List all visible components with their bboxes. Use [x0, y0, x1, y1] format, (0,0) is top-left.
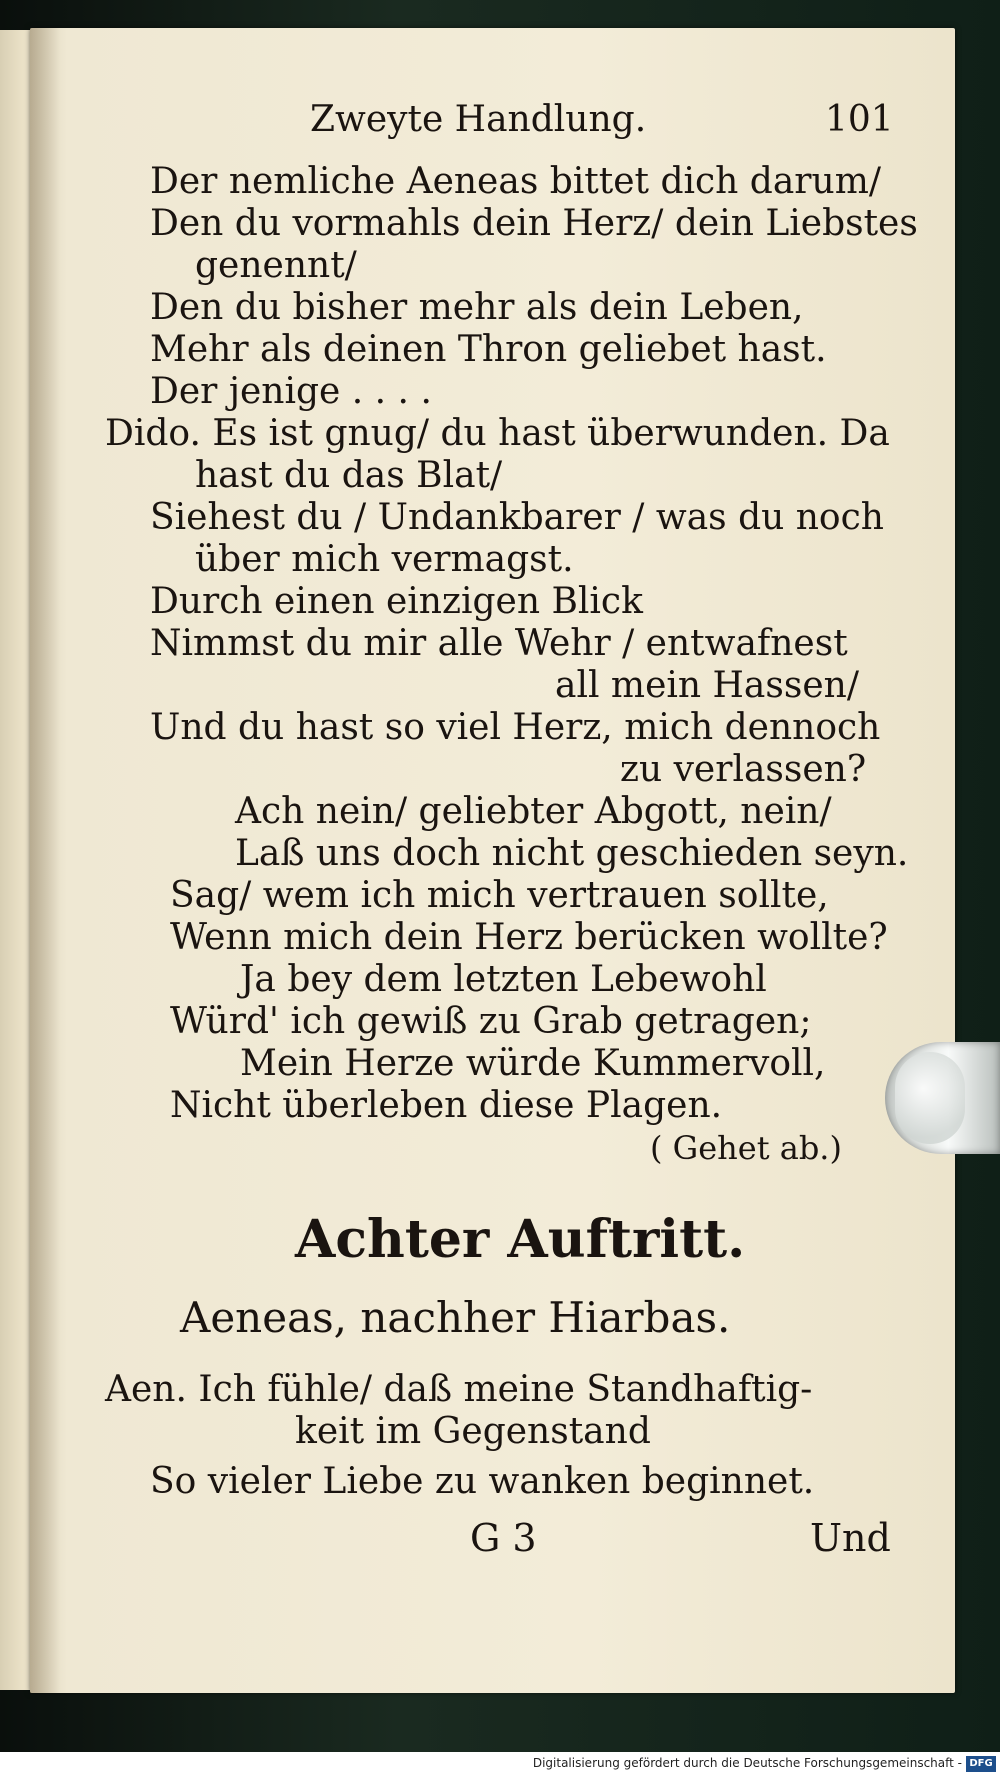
text-line: Der nemliche Aeneas bittet dich darum/	[150, 161, 881, 202]
text-line: keit im Gegenstand	[295, 1411, 651, 1452]
text-line: Ja bey dem letzten Lebewohl	[240, 959, 767, 1000]
text-line: zu verlassen?	[620, 749, 867, 790]
speaker-line: Dido. Es ist gnug/ du hast überwunden. Da	[105, 413, 890, 454]
text-line: genennt/	[195, 245, 357, 286]
scene-title: Achter Auftritt.	[295, 1209, 746, 1270]
text-line: all mein Hassen/	[555, 665, 859, 706]
text-line: Mein Herze würde Kummervoll,	[240, 1043, 826, 1084]
dfg-logo: DFG	[966, 1756, 996, 1772]
text-line: Durch einen einzigen Blick	[150, 581, 643, 622]
text-line: Den du bisher mehr als dein Leben,	[150, 287, 804, 328]
text-line: Wenn mich dein Herz berücken wollte?	[170, 917, 888, 958]
page-gutter-shadow	[30, 28, 60, 1693]
signature-mark: G 3	[470, 1516, 537, 1560]
text-line: So vieler Liebe zu wanken beginnet.	[150, 1461, 815, 1502]
running-head: Zweyte Handlung.	[310, 99, 647, 140]
scene-persons: Aeneas, nachher Hiarbas.	[180, 1293, 731, 1342]
text-line: Den du vormahls dein Herz/ dein Liebstes	[150, 203, 918, 244]
text-line: Der jenige . . . .	[150, 371, 432, 412]
catchword: Und	[810, 1516, 891, 1560]
text-line: Mehr als deinen Thron geliebet hast.	[150, 329, 827, 370]
text-line: Laß uns doch nicht geschieden seyn.	[235, 833, 909, 874]
text-line: Nimmst du mir alle Wehr / entwafnest	[150, 623, 848, 664]
page-number: 101	[825, 99, 894, 140]
text-line: Ach nein/ geliebter Abgott, nein/	[235, 791, 832, 832]
text-line: hast du das Blat/	[195, 455, 503, 496]
digitization-credit: Digitalisierung gefördert durch die Deutsche Forschungsgemeinschaft -	[532, 1756, 962, 1770]
text-line: Siehest du / Undankbarer / was du noch	[150, 497, 884, 538]
text-line: Und du hast so viel Herz, mich dennoch	[150, 707, 881, 748]
text-line: über mich vermagst.	[195, 539, 574, 580]
text-line: Würd' ich gewiß zu Grab getragen;	[170, 1001, 812, 1042]
text-line: Nicht überleben diese Plagen.	[170, 1085, 723, 1126]
speaker-line: Aen. Ich fühle/ daß meine Standhaftig-	[105, 1369, 813, 1410]
text-line: Sag/ wem ich mich vertrauen sollte,	[170, 875, 829, 916]
page-clip-highlight	[895, 1052, 965, 1144]
stage-direction: ( Gehet ab.)	[650, 1129, 842, 1167]
